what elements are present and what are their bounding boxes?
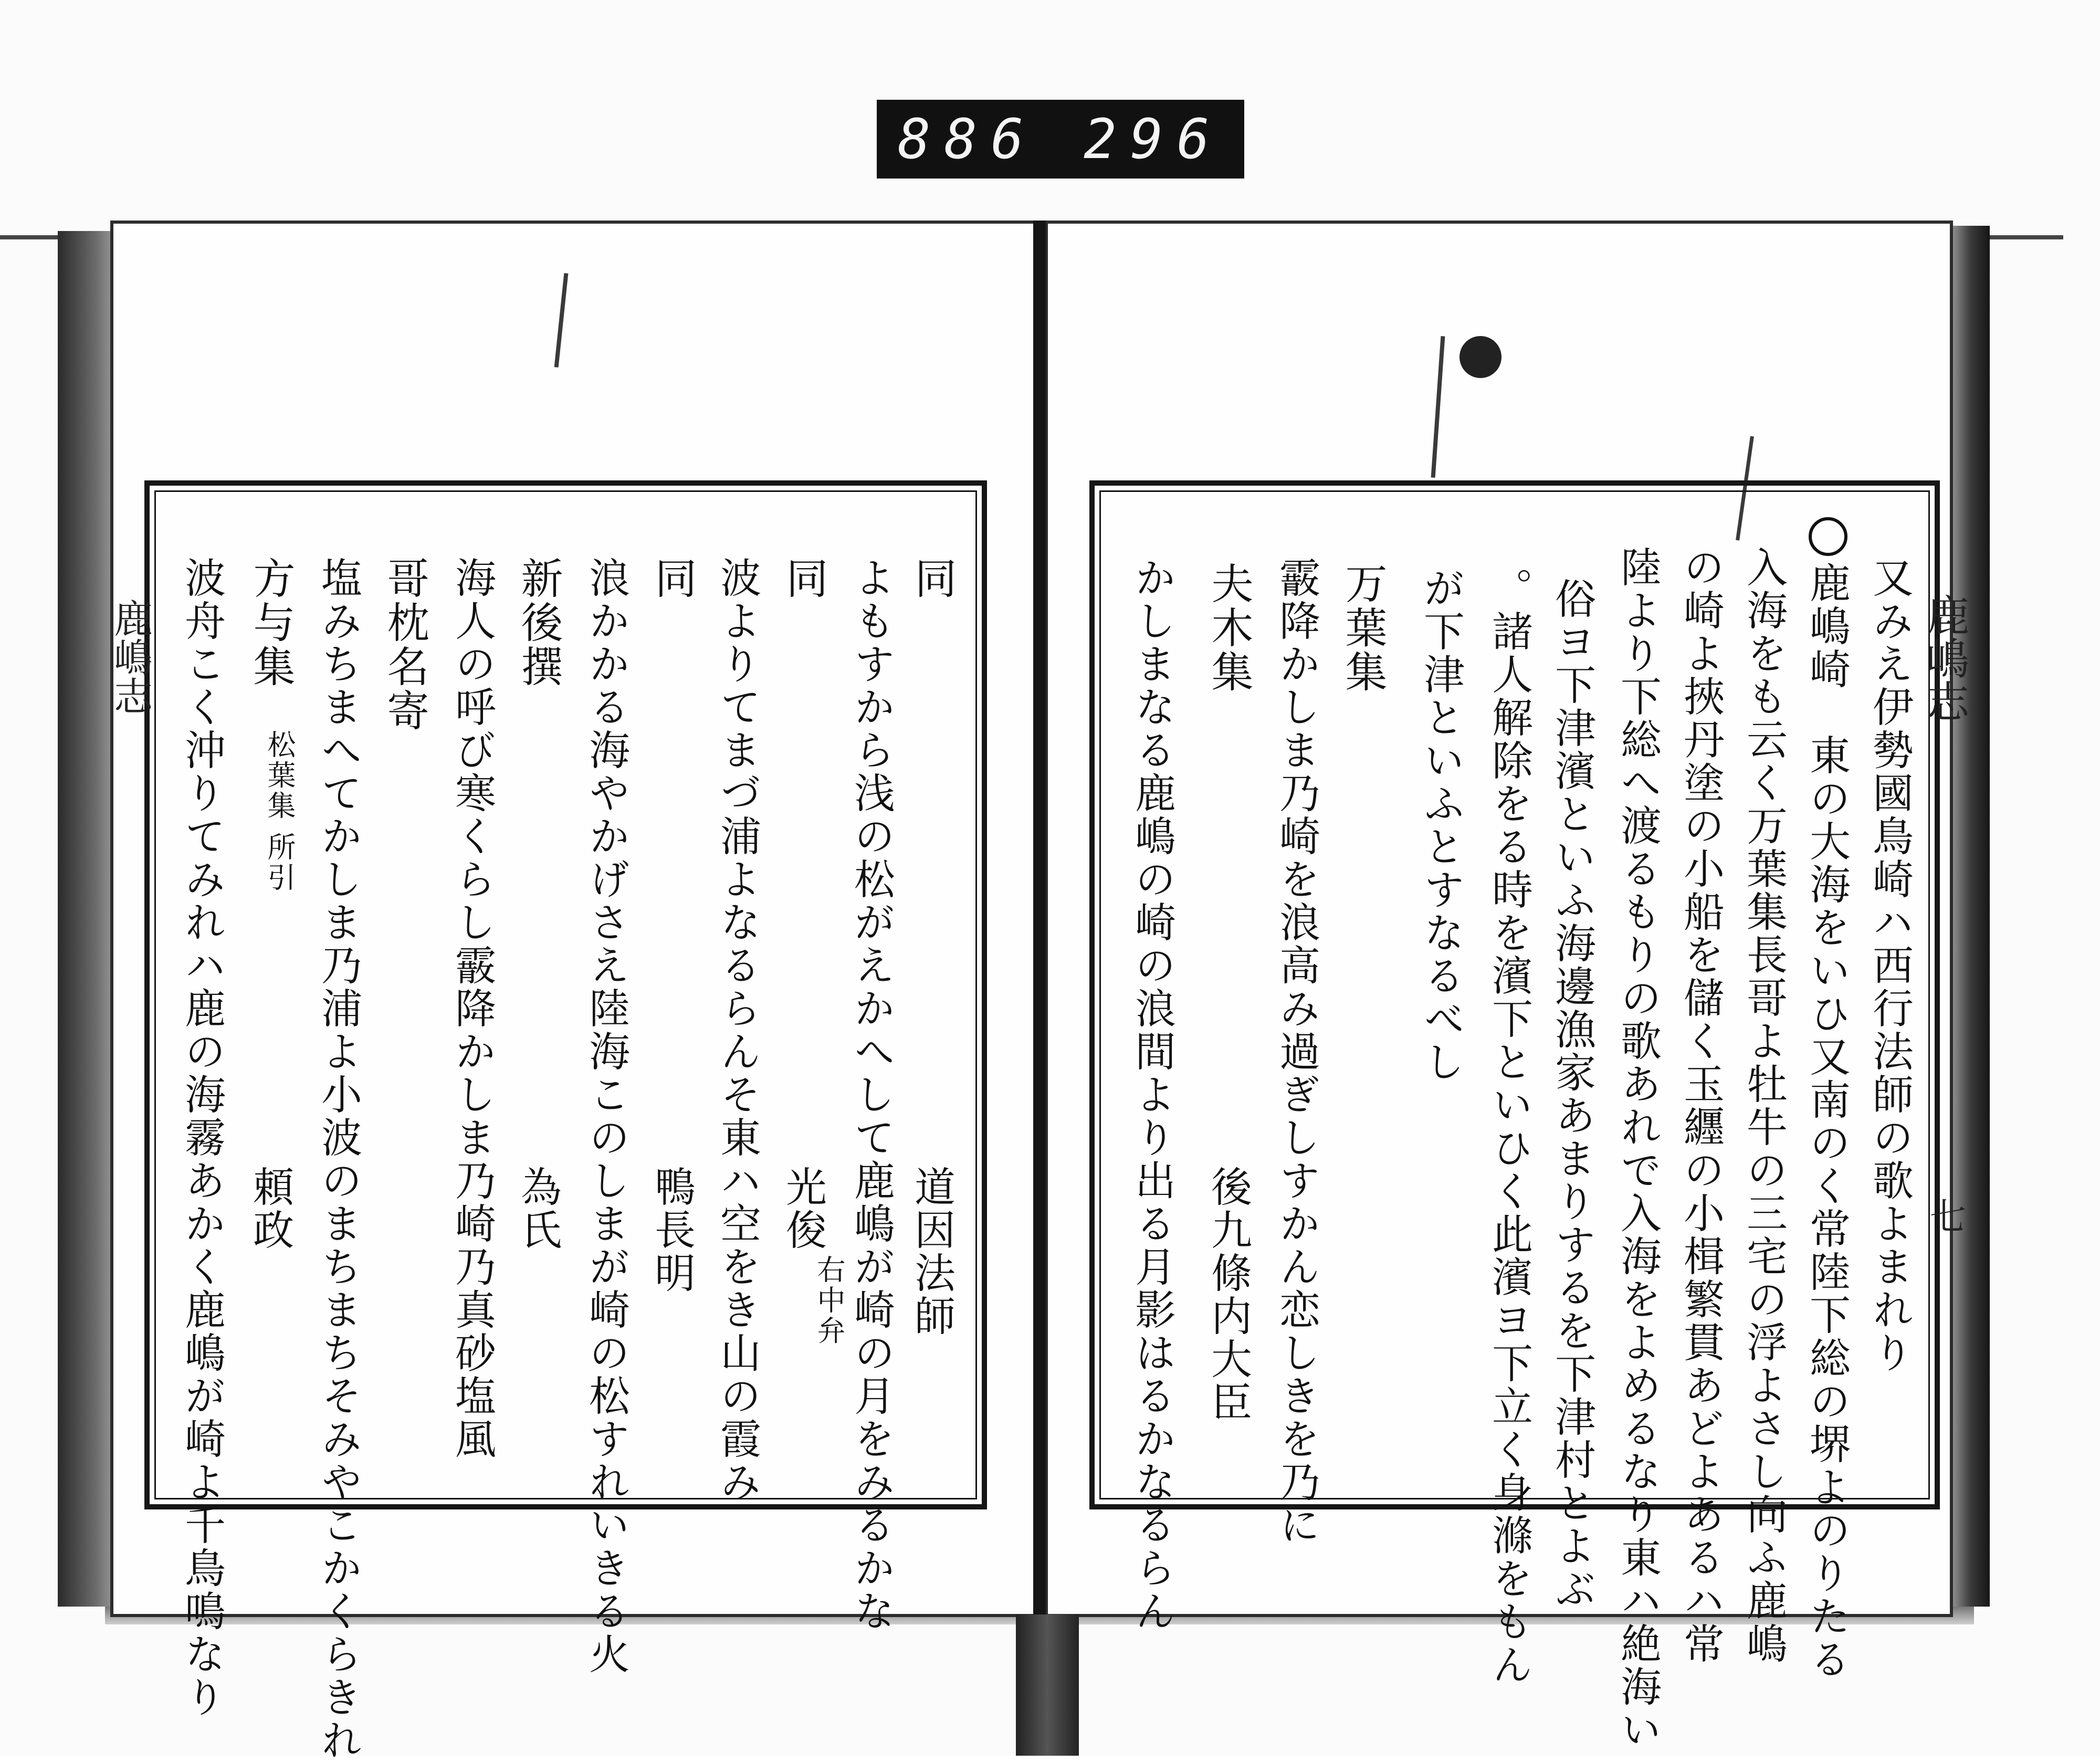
poem-author: 為氏: [514, 1166, 561, 1252]
spine-binding: [1016, 1614, 1079, 1756]
poem-text: 塩みちまへてかしま乃浦よ小波のまちまちそみやこかくらきれ: [314, 557, 362, 1762]
book-gutter: [1033, 221, 1046, 1617]
poem-author: 後九條内大臣: [1204, 1166, 1252, 1424]
poem-source: 同: [648, 557, 697, 601]
text-column: 鹿嶋崎 東の大海をいひ又南のく常陸下総の堺よのりたる: [1803, 562, 1850, 1681]
poem-author-note: 右中弁: [813, 1255, 846, 1346]
poem-text: 波よりてまづ浦よなるらんそ東ハ空をき山の霞み: [713, 557, 761, 1504]
poem-source: 同: [779, 557, 828, 601]
poem-source: 哥枕名寄: [380, 557, 429, 733]
poem-author: 道因法師: [908, 1166, 955, 1338]
ink-blot: [1460, 336, 1502, 378]
poem-author: 光俊: [779, 1166, 826, 1252]
poem-source: 同: [908, 557, 957, 601]
text-column: 俗ヨ下津濱といふ海邊漁家あまりするを下津村とよぶ: [1548, 578, 1595, 1611]
poem-text: 霰降かしま乃崎を浪高み過ぎしすかん恋しきを乃に: [1273, 557, 1320, 1547]
text-column: 又みえ伊勢國鳥崎ハ西行法師の歌よまれり: [1866, 557, 1913, 1375]
text-column: 入海をも云く万葉集長哥よ牡牛の三宅の浮よさし向ふ鹿嶋: [1740, 546, 1787, 1665]
poem-text: 浪かかる海やかげさえ陸海このしまが崎の松すれいきる火: [582, 557, 629, 1676]
reel-number: 886: [898, 107, 1037, 171]
poem-source: 夫木集: [1204, 562, 1253, 694]
text-column: 。諸人解除をる時を濱下といひく此濱ヨ下立く身滌をもん: [1485, 567, 1532, 1686]
poem-author: 鴨長明: [648, 1166, 695, 1295]
circle-section-mark: [1809, 517, 1847, 556]
poem-text: 海人の呼び寒くらし霰降かしま乃崎乃真砂塩風: [448, 557, 496, 1461]
frame-number: 296: [1084, 107, 1223, 171]
poem-text: 波舟こく沖りてみれハ鹿の海霧あかく鹿嶋が崎よ千鳥鳴なり: [178, 557, 225, 1719]
poem-source: 新後撰: [514, 557, 563, 689]
poem-text: よもすから浅の松がえかへして鹿嶋が崎の月をみるかな: [847, 557, 895, 1633]
microfilm-frame-label: [877, 100, 1244, 179]
poem-author: 頼政: [246, 1166, 293, 1252]
poem-source: 方与集: [246, 557, 295, 689]
text-column: の崎よ挾丹塗の小船を儲く玉纒の小楫繁貫あどよあるハ常: [1677, 546, 1724, 1665]
left-margin-title: 鹿嶋志: [108, 599, 153, 715]
text-column: 陸より下総へ渡るもりの歌あれで入海をよめるなり東ハ絶海い: [1614, 546, 1661, 1751]
poem-source: 万葉集: [1338, 562, 1387, 694]
page-number: 七: [1924, 1197, 1967, 1234]
poem-source-note: 松葉集 所引: [263, 730, 296, 894]
right-margin-title: 鹿嶋志: [1919, 593, 1969, 722]
text-column: が下津といふとすなるべし: [1417, 567, 1464, 1084]
poem-text: かしまなる鹿嶋の崎の浪間より出る月影はるかなるらん: [1128, 557, 1175, 1633]
